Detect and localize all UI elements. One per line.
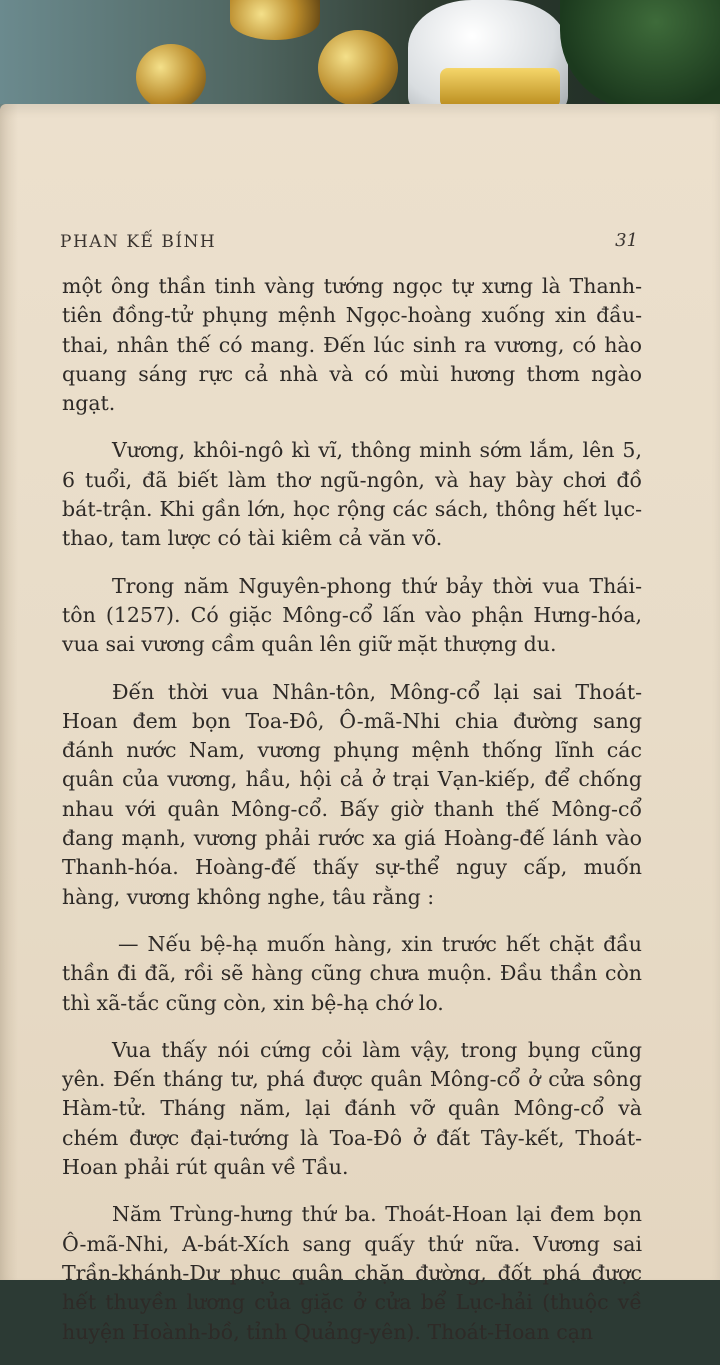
running-head: PHAN KẾ BÍNH <box>60 232 217 252</box>
paragraph: một ông thần tinh vàng tướng ngọc tự xưng là Thanh-tiên đồng-tử phụng mệnh Ngọc-hoàng xuống xin đầu-thai, nhân thế có mang. Đến lúc sinh ra vương, có hào quang sáng rực cả nhà và có mùi hương thơm ngào ngạt. <box>62 274 642 416</box>
paragraph: Vua thấy nói cứng cỏi làm vậy, trong bụng cũng yên. Đến tháng tư, phá được quân Mông-cổ ở cửa sông Hàm-tử. Tháng năm, lại đánh vỡ quân Mông-cổ và chém được đại-tướng là Toa-Đô ở đất Tây-kết, Thoát-Hoan phải rút quân về Tầu. <box>62 1037 642 1180</box>
gold-ornament <box>230 0 320 40</box>
book-page <box>0 104 720 1344</box>
gold-ornament <box>136 44 206 110</box>
body-text <box>62 272 642 1365</box>
gold-ornament <box>318 30 398 106</box>
page-number: 31 <box>615 230 638 251</box>
gold-ingot <box>440 68 560 108</box>
paragraph: Trong năm Nguyên-phong thứ bảy thời vua Thái-tôn (1257). Có giặc Mông-cổ lấn vào phận Hưng-hóa, vua sai vương cầm quân lên giữ mặt thượng du. <box>62 573 642 657</box>
green-leaves <box>560 0 720 110</box>
paragraph-quote: — Nếu bệ-hạ muốn hàng, xin trước hết chặt đầu thần đi đã, rồi sẽ hàng cũng chưa muộn. Đầu thần còn thì xã-tắc cũng còn, xin bệ-hạ chớ lo. <box>62 931 642 1015</box>
paragraph: Đến thời vua Nhân-tôn, Mông-cổ lại sai Thoát-Hoan đem bọn Toa-Đô, Ô-mã-Nhi chia đường sang đánh nước Nam, vương phụng mệnh thống lĩnh các quân của vương, hầu, hội cả ở trại Vạn-kiếp, để chống nhau với quân Mông-cổ. Bấy giờ thanh thế Mông-cổ đang mạnh, vương phải rước xa giá Hoàng-đế lánh vào Thanh-hóa. Hoàng-đế thấy sự-thể nguy cấp, muốn hàng, vương không nghe, tâu rằng : <box>62 679 642 909</box>
paragraph: Năm Trùng-hưng thứ ba. Thoát-Hoan lại đem bọn Ô-mã-Nhi, A-bát-Xích sang quấy thứ nữa. Vương sai Trần-khánh-Dư phục quân chặn đường, đốt phá được hết thuyền lương của giặc ở cửa bể Lục-hải (thuộc về huyện Hoành-bồ, tỉnh Quảng-yên). Thoát-Hoan cạn <box>62 1202 642 1344</box>
paragraph: Vương, khôi-ngô kì vĩ, thông minh sớm lắm, lên 5, 6 tuổi, đã biết làm thơ ngũ-ngôn, và hay bày chơi đồ bát-trận. Khi gần lớn, học rộng các sách, thông hết lục-thao, tam lược có tài kiêm cả văn võ. <box>62 438 642 551</box>
